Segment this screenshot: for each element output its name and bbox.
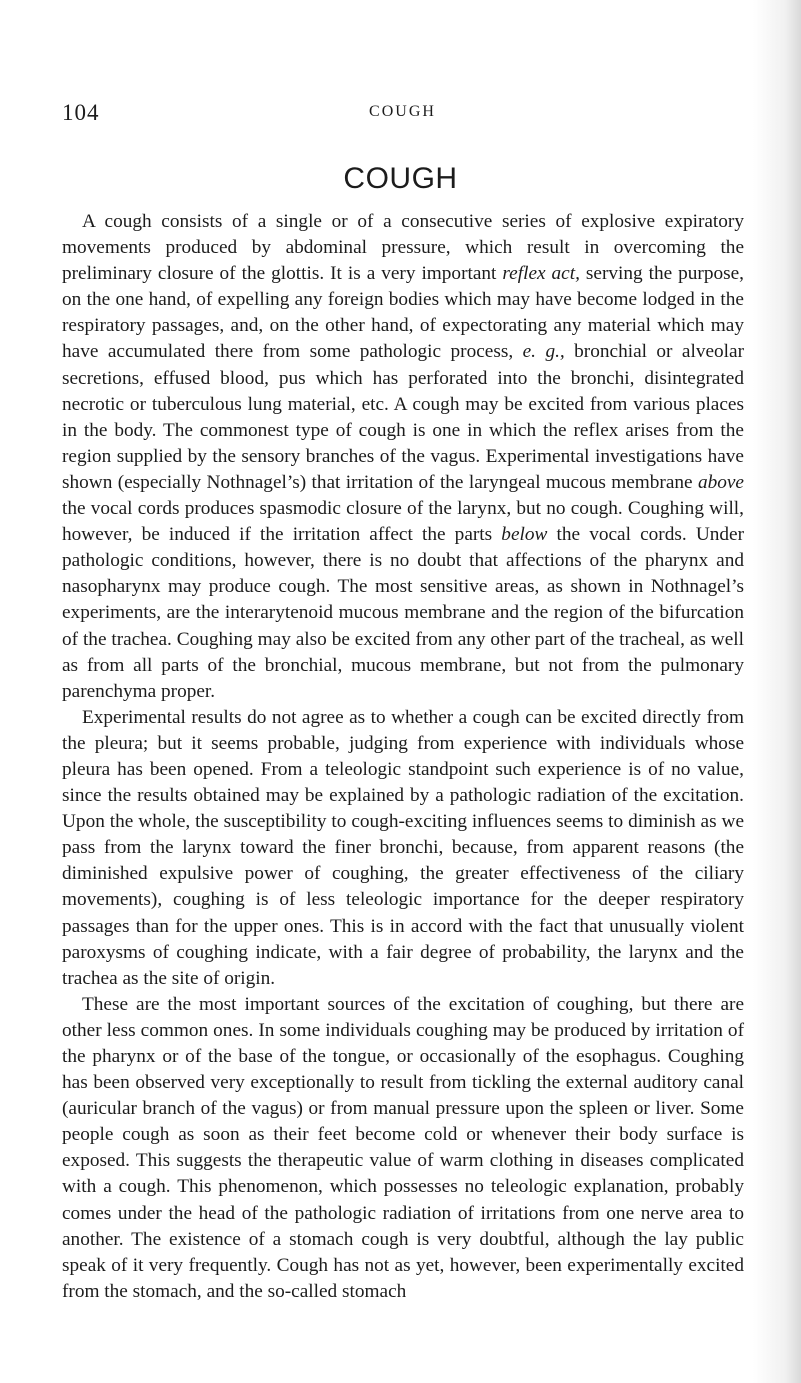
body-text <box>62 209 744 1305</box>
page-number: 104 <box>62 100 100 125</box>
italic-text: below <box>501 524 548 546</box>
running-title: COUGH <box>369 103 436 120</box>
text-segment: A cough consists of a single or of a consecutive series of explosive expiratory movements produced by abdominal pressure, which result in overcoming the preliminary closure of the glottis. It is a very important <box>62 211 744 285</box>
paragraph <box>62 992 744 1305</box>
text-segment: Experimental results do not agree as to whether a cough can be excited directly from the pleura; but it seems probable, judging from experience with individuals whose pleura has been opened. From a teleologic standpoint such experience is of no value, since the results obtained may be explained by a pathologic radiation of the excitation. Upon the whole, the susceptibility to cough-exciting influences seems to diminish as we pass from the larynx toward the finer bronchi, because, from apparent reasons (the diminished expulsive power of coughing, the greater effectiveness of the ciliary movements), coughing is of less teleologic importance for the deeper respiratory passages than for the upper ones. This is in accord with the fact that unusually violent paroxysms of coughing indicate, with a fair degree of probability, the larynx and the trachea as the site of origin. <box>62 706 744 989</box>
chapter-title: COUGH <box>343 162 458 195</box>
paragraph <box>62 705 744 992</box>
text-segment: serving the purpose, on the one hand, of expelling any foreign bodies which may have become lodged in the respiratory passages, and, on the other hand, of expectorating any material which may have accumulated there from some pathologic process, <box>62 263 745 363</box>
italic-text: e. g., <box>522 341 565 363</box>
text-segment: These are the most important sources of the excitation of coughing, but there are other less common ones. In some individuals coughing may be produced by irritation of the pharynx or of the base of the tongue, or occasionally of the esophagus. Coughing has been observed very exceptionally to result from tickling the external auditory canal (auricular branch of the vagus) or from manual pressure upon the spleen or liver. Some people cough as soon as their feet become cold or whenever their body surface is exposed. This suggests the therapeutic value of warm clothing in diseases complicated with a cough. This phenomenon, which possesses no teleologic explanation, probably comes under the head of the pathologic radiation of irritations from one nerve area to another. The existence of a stomach cough is very doubtful, although the lay public speak of it very frequently. Cough has not as yet, however, been experimentally excited from the stomach, and the so-called stomach <box>62 993 744 1302</box>
italic-text: reflex act, <box>502 263 580 285</box>
running-head <box>62 100 743 126</box>
italic-text: above <box>697 471 744 493</box>
text-segment: the vocal cords produces spasmodic closure of the larynx, but no cough. Coughing will, however, be induced if the irritation affect the parts <box>62 498 744 546</box>
text-segment: bronchial or alveolar secretions, effused blood, pus which has perforated into the bronchi, disintegrated necrotic or tuberculous lung material, etc. A cough may be excited from various places in the body. The commonest type of cough is one in which the reflex arises from the region supplied by the sensory branches of the vagus. Experimental investigations have shown (especially Nothnagel’s) that irritation of the laryngeal mucous membrane <box>62 341 745 493</box>
paragraph <box>62 209 744 705</box>
text-segment: the vocal cords. Under pathologic conditions, however, there is no doubt that affections of the pharynx and nasopharynx may produce cough. The most sensitive areas, as shown in Nothnagel’s experiments, are the interarytenoid mucous membrane and the region of the bifurcation of the trachea. Coughing may also be excited from any other part of the tracheal, as well as from all parts of the bronchial, mucous membrane, but not from the pulmonary parenchyma proper. <box>62 524 745 702</box>
